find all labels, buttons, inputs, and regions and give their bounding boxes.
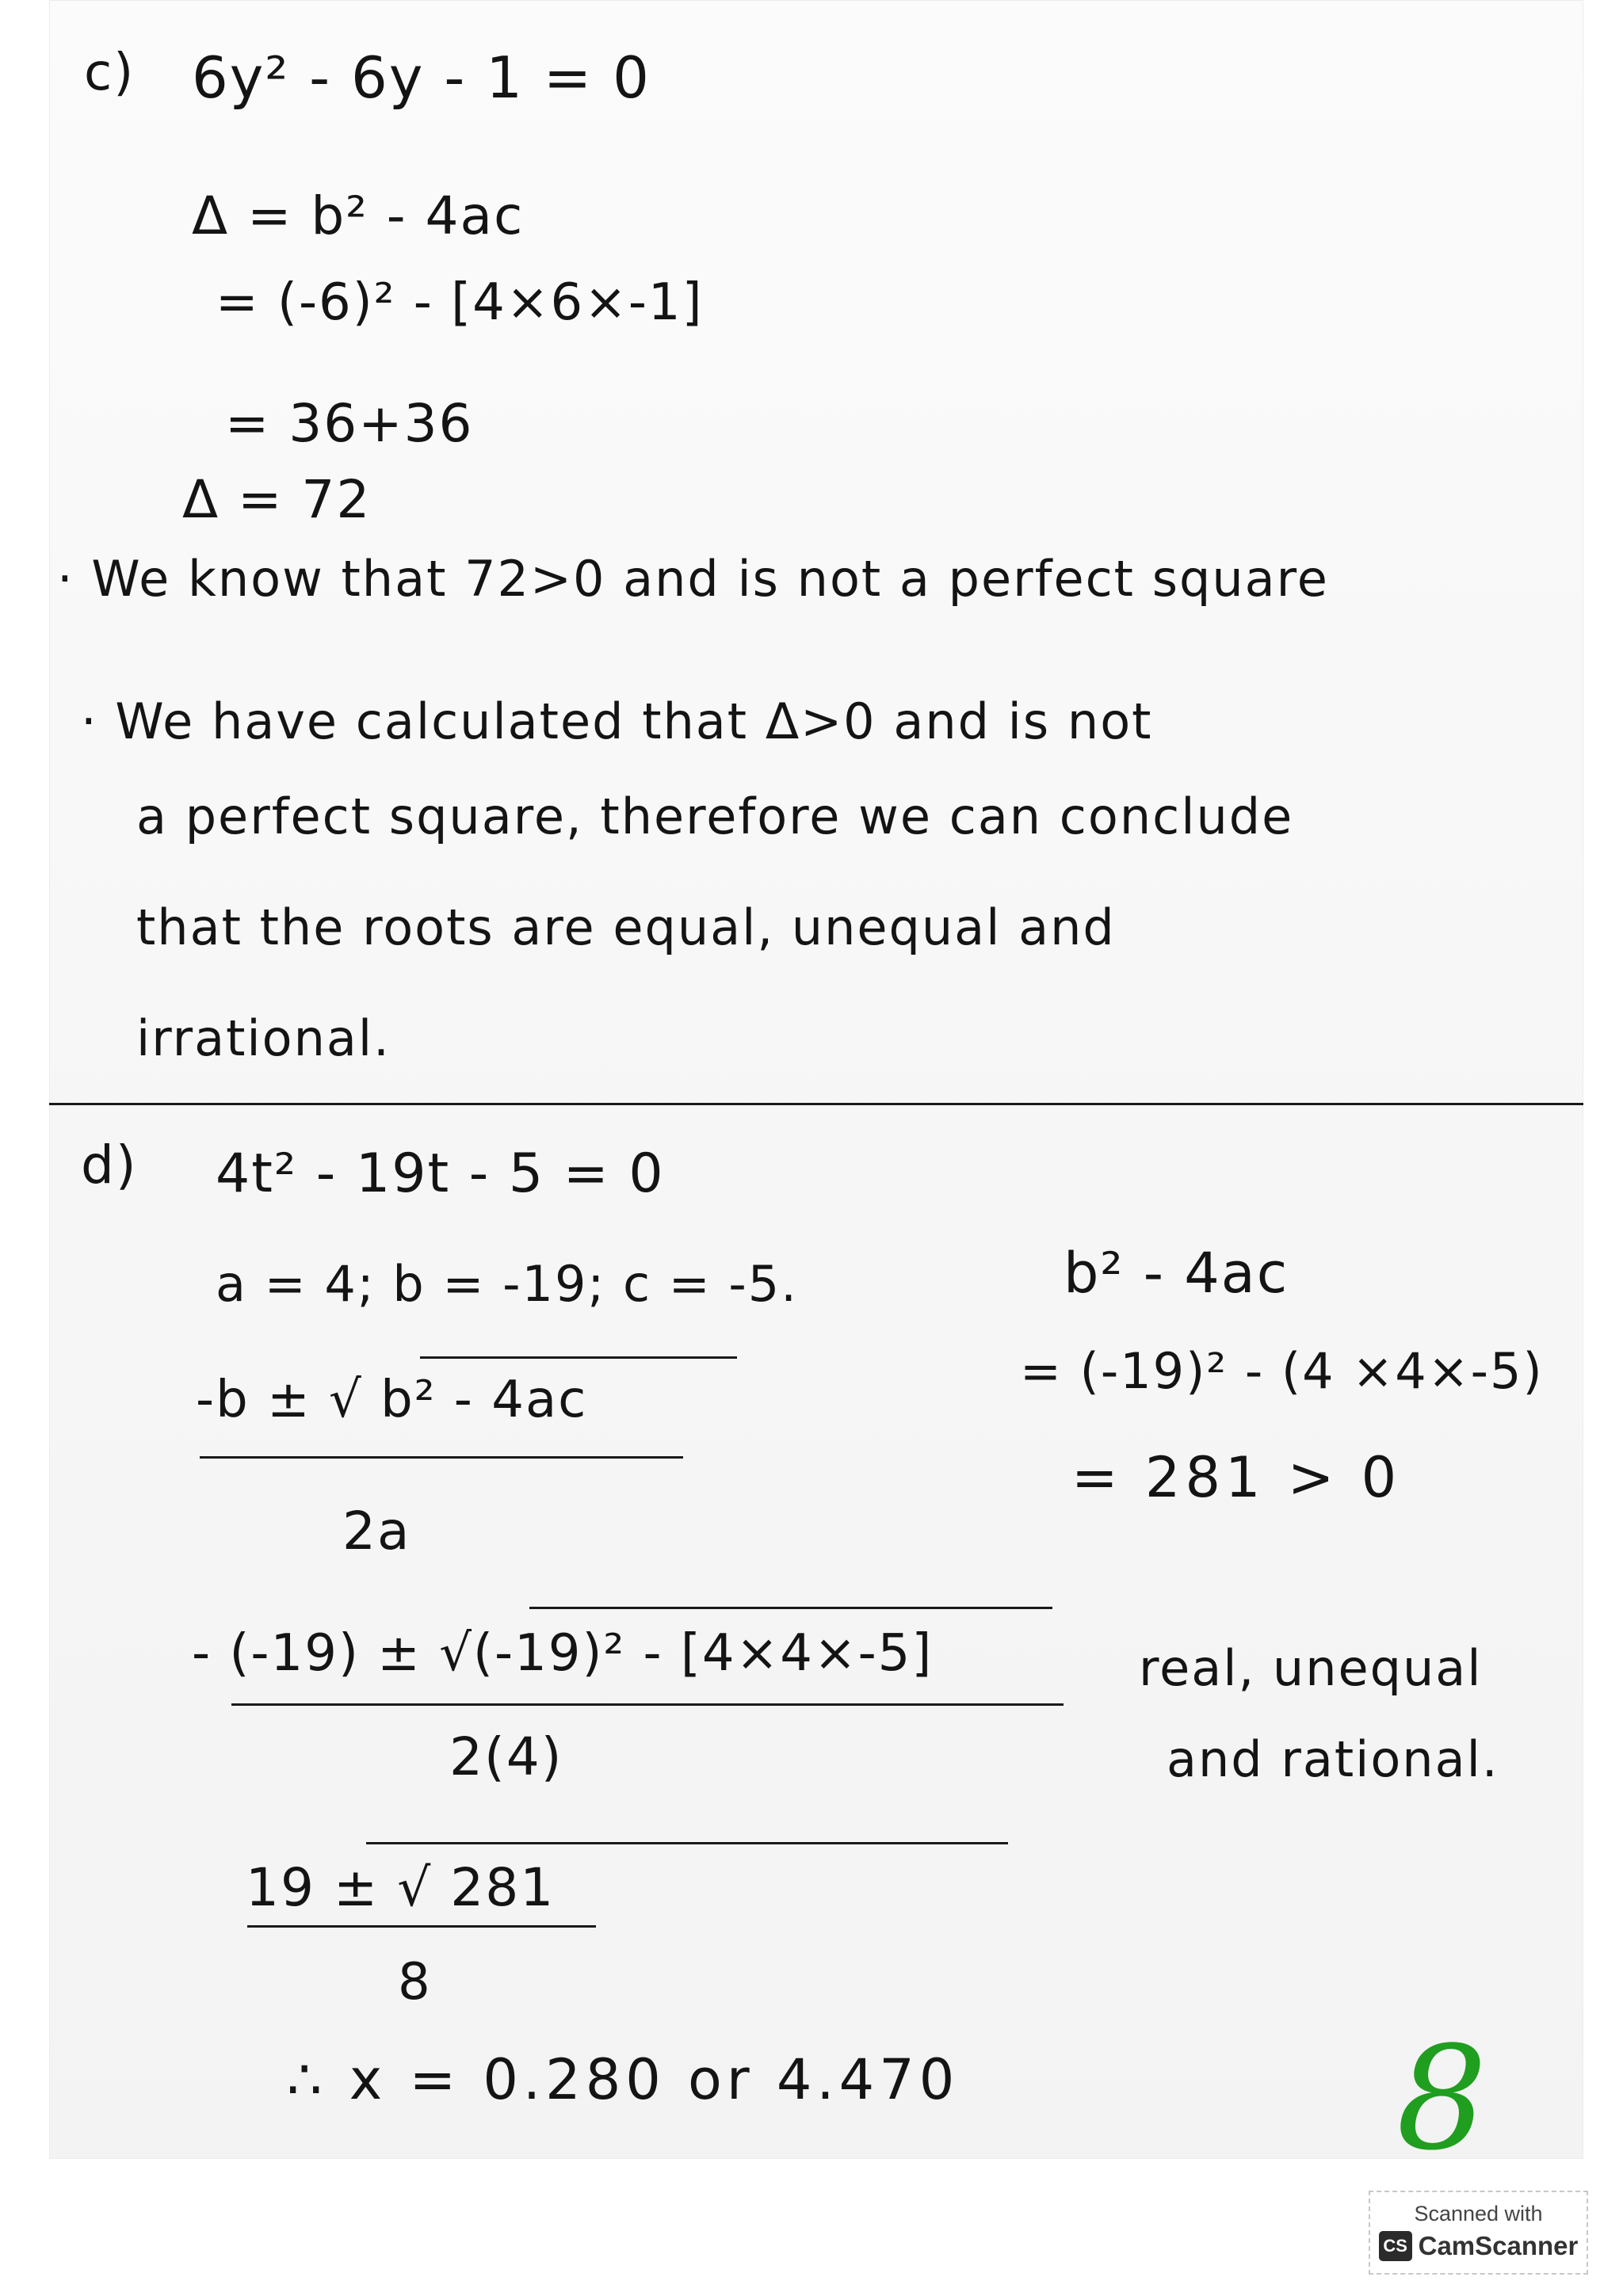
- part-c-conclusion-line-1: · We have calculated that Δ>0 and is not: [81, 692, 1153, 750]
- grade-mark: 8: [1396, 2016, 1487, 2182]
- substitution-denominator: 2(4): [449, 1726, 563, 1787]
- formula-radical-bar: [420, 1356, 737, 1359]
- stamp-top-text: Scanned with: [1414, 2202, 1543, 2225]
- part-c-result: Δ = 72: [182, 469, 372, 530]
- part-c-conclusion-line-3: that the roots are equal, unequal and: [136, 898, 1116, 956]
- substitution-numerator: - (-19) ± √(-19)² - [4×4×-5]: [192, 1624, 934, 1683]
- substitution-fraction-bar: [231, 1703, 1064, 1706]
- stamp-brand-text: CamScanner: [1418, 2231, 1579, 2260]
- part-c-substitution: = (-6)² - [4×6×-1]: [216, 273, 704, 332]
- part-c-sum: = 36+36: [225, 393, 474, 454]
- simplified-numerator: 19 ± √ 281: [246, 1857, 556, 1918]
- simplified-denominator: 8: [398, 1953, 432, 2012]
- side-substitution: = (-19)² - (4 ×4×-5): [1020, 1342, 1544, 1400]
- part-d-answer: ∴ x = 0.280 or 4.470: [287, 2047, 960, 2112]
- simplified-top-bar: [366, 1842, 1008, 1844]
- part-c-discriminant-formula: Δ = b² - 4ac: [192, 185, 525, 246]
- part-d-label: d): [81, 1135, 138, 1196]
- part-c-conclusion-line-2: a perfect square, therefore we can conclude: [136, 788, 1294, 845]
- part-c-label: c): [84, 44, 136, 102]
- part-d-coefficients: a = 4; b = -19; c = -5.: [216, 1255, 798, 1313]
- part-c-note: · We know that 72>0 and is not a perfect square: [57, 550, 1329, 608]
- camscanner-logo-icon: CS: [1379, 2231, 1412, 2261]
- section-divider: [49, 1103, 1583, 1105]
- side-formula: b² - 4ac: [1064, 1241, 1289, 1306]
- part-c-equation: 6y² - 6y - 1 = 0: [192, 44, 651, 111]
- substitution-radical-bar: [529, 1607, 1052, 1609]
- formula-fraction-bar: [200, 1456, 683, 1459]
- camscanner-stamp: [1369, 2191, 1588, 2275]
- formula-numerator: -b ± √ b² - 4ac: [196, 1371, 588, 1429]
- side-conclusion-line-1: real, unequal: [1139, 1639, 1483, 1697]
- formula-denominator: 2a: [342, 1501, 411, 1562]
- side-result: = 281 > 0: [1071, 1445, 1402, 1510]
- simplified-fraction-bar: [247, 1925, 596, 1928]
- side-conclusion-line-2: and rational.: [1167, 1730, 1499, 1788]
- part-d-equation: 4t² - 19t - 5 = 0: [216, 1142, 665, 1205]
- scanned-page: [49, 0, 1583, 2182]
- part-c-conclusion-line-4: irrational.: [136, 1009, 391, 1067]
